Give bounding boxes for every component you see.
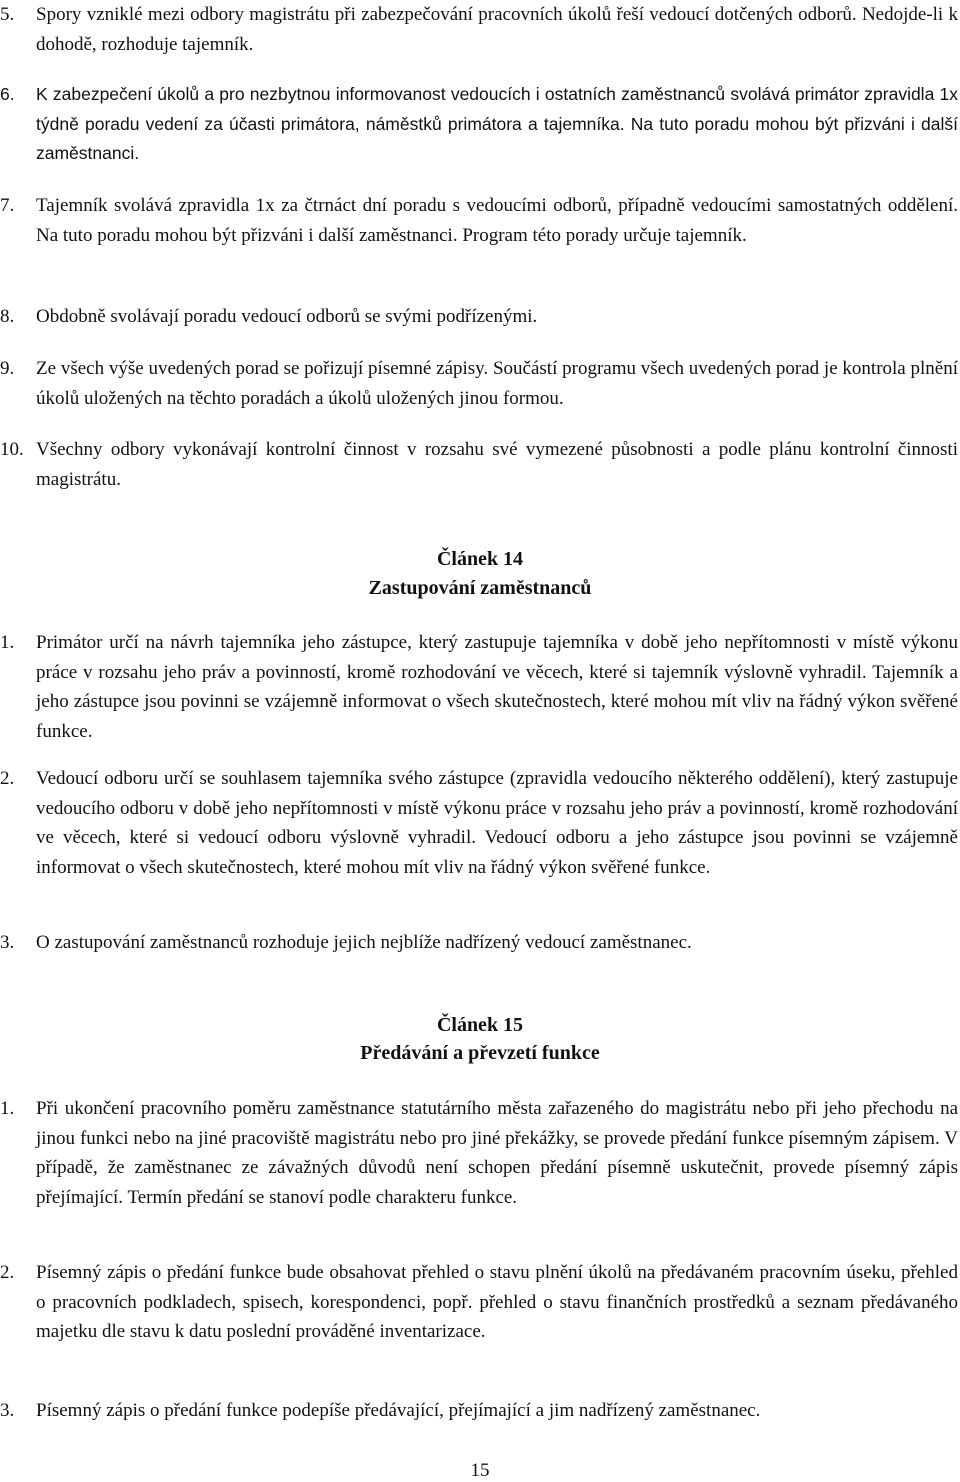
item-text: Písemný zápis o předání funkce bude obsahovat přehled o stavu plnění úkolů na předávaném pracovním úseku, přehled o pracovních podkladech, spisech, korespondenci, popř. přehled o stavu finančních prostředků a seznam předávaného majetku dle stavu k datu poslední prováděné inventarizace. bbox=[36, 1262, 958, 1342]
item-number: 3. bbox=[0, 1400, 15, 1421]
list-item bbox=[0, 764, 958, 882]
item-text: Ze všech výše uvedených porad se pořizují písemné zápisy. Součástí programu všech uvedených porad je kontrola plnění úkolů uložených na těchto poradách a úkolů uložených jinou formou. bbox=[36, 358, 958, 409]
item-number: 1. bbox=[0, 1098, 15, 1119]
article-15-subtitle: Předávání a převzetí funkce bbox=[360, 1042, 600, 1064]
item-text: Tajemník svolává zpravidla 1x za čtrnáct dní poradu s vedoucími odborů, případně vedoucími samostatných oddělení. Na tuto poradu mohou být přizváni i další zaměstnanci. Program této porady určuje tajemník. bbox=[36, 195, 958, 246]
article-15-title: Článek 15 bbox=[436, 1014, 524, 1036]
item-number: 3. bbox=[0, 932, 15, 953]
item-text: Písemný zápis o předání funkce podepíše předávající, přejímající a jim nadřízený zaměstnanec. bbox=[36, 1400, 761, 1421]
list-item bbox=[0, 928, 958, 958]
article-14-subtitle: Zastupování zaměstnanců bbox=[368, 577, 592, 599]
item-number: 2. bbox=[0, 768, 15, 789]
item-text: K zabezpečení úkolů a pro nezbytnou informovanost vedoucích i ostatních zaměstnanců svolává primátor zpravidla 1x týdně poradu vedení za účasti primátora, náměstků primátora a tajemníka. Na tuto poradu mohou být přizváni i další zaměstnanci. bbox=[36, 84, 958, 163]
item-number: 8. bbox=[0, 306, 15, 327]
item-text: Při ukončení pracovního poměru zaměstnance statutárního města zařazeného do magistrátu nebo při jeho přechodu na jinou funkci nebo na jiné pracoviště magistrátu nebo pro jiné překážky, se provede předání funkce písemným zápisem. V případě, že zaměstnanec ze závažných důvodů není schopen předání písemně uskutečnit, provede písemný zápis přejímající. Termín předání se stanoví podle charakteru funkce. bbox=[36, 1098, 958, 1208]
list-item bbox=[0, 354, 958, 413]
item-number: 2. bbox=[0, 1262, 15, 1283]
list-item bbox=[0, 302, 958, 332]
item-text: Obdobně svolávají poradu vedoucí odborů se svými podřízenými. bbox=[36, 306, 538, 327]
article-14-title: Článek 14 bbox=[436, 548, 524, 570]
list-item bbox=[0, 435, 958, 494]
item-number: 9. bbox=[0, 358, 15, 379]
item-number: 6. bbox=[0, 84, 15, 104]
item-text: Spory vzniklé mezi odbory magistrátu při zabezpečování pracovních úkolů řeší vedoucí dotčených odborů. Nedojde-li k dohodě, rozhoduje tajemník. bbox=[36, 4, 958, 55]
item-number: 5. bbox=[0, 4, 15, 25]
item-text: Primátor určí na návrh tajemníka jeho zástupce, který zastupuje tajemníka v době jeho nepřítomnosti v místě výkonu práce v rozsahu jeho práv a povinností, kromě rozhodování ve věcech, které si tajemník výslovně vyhradil. Tajemník a jeho zástupce jsou povinni se vzájemně informovat o všech skutečnostech, které mohou mít vliv na řádný výkon svěřené funkce. bbox=[36, 632, 958, 742]
item-number: 7. bbox=[0, 195, 15, 216]
list-item bbox=[0, 1396, 958, 1426]
list-item bbox=[0, 1094, 958, 1212]
list-item bbox=[0, 80, 958, 169]
list-item bbox=[0, 1258, 958, 1347]
page-number: 15 bbox=[470, 1460, 490, 1481]
item-number: 10. bbox=[0, 439, 24, 460]
item-text: Vedoucí odboru určí se souhlasem tajemníka svého zástupce (zpravidla vedoucího některého oddělení), který zastupuje vedoucího odboru v době jeho nepřítomnosti v místě výkonu práce v rozsahu jeho práv a povinností, kromě rozhodování ve věcech, které si vedoucí odboru výslovně vyhradil. Vedoucí odboru a jeho zástupce jsou povinni se vzájemně informovat o všech skutečnostech, které mohou mít vliv na řádný výkon svěřené funkce. bbox=[36, 768, 958, 878]
item-number: 1. bbox=[0, 632, 15, 653]
item-text: O zastupování zaměstnanců rozhoduje jejich nejblíže nadřízený vedoucí zaměstnanec. bbox=[36, 932, 692, 953]
list-item bbox=[0, 628, 958, 746]
item-text: Všechny odbory vykonávají kontrolní činnost v rozsahu své vymezené působnosti a podle plánu kontrolní činnosti magistrátu. bbox=[36, 439, 958, 490]
list-item bbox=[0, 0, 958, 59]
list-item bbox=[0, 191, 958, 250]
